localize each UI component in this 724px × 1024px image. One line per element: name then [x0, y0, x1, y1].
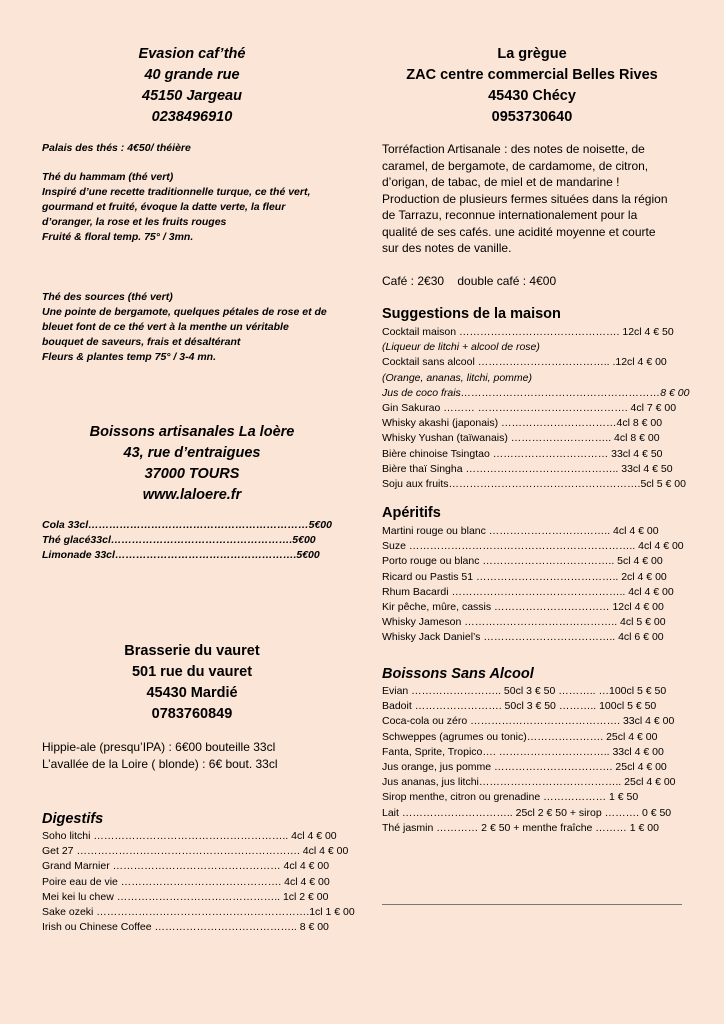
loere-city: 37000 TOURS [144, 466, 240, 482]
list-item-note: (Liqueur de litchi + alcool de rose) [382, 341, 540, 354]
evasion-city: 45150 Jargeau [142, 88, 242, 104]
palais-price: Palais des thés : 4€50/ théière [42, 142, 191, 154]
list-item: Soju aux fruits……………………………………………….5cl 5 € 00 [382, 478, 686, 491]
list-item: Thé jasmin ………… 2 € 50 + menthe fraîche ……… 1 € 00 [382, 821, 659, 834]
list-item: Soho litchi ……………………………………………….. 4cl 4 € 00 [42, 830, 337, 842]
tea-hammam-desc: gourmand et fruité, évoque la datte verte, la fleur [42, 201, 286, 213]
sans-alcool-list [382, 684, 676, 836]
list-item: Jus de coco frais…………………………………………………8 € 00 [382, 386, 690, 399]
description-line: Production de plusieurs fermes situées dans la région [382, 191, 668, 206]
list-item: Coca-cola ou zéro ……………………………………. 33cl 4 € 00 [382, 715, 675, 728]
list-item: Irish ou Chinese Coffee ………………………………….. 8 € 00 [42, 921, 329, 934]
list-item: Badoit ……………………. 50cl 3 € 50 ……….. 100cl 5 € 50 [382, 700, 657, 713]
list-item: Evian …………………….. 50cl 3 € 50 ……….. …100cl 5 € 50 [382, 685, 667, 697]
tea-sources-title: Thé des sources (thé vert) [42, 291, 173, 303]
tea-sources [42, 290, 342, 365]
tea-hammam-title: Thé du hammam (thé vert) [42, 171, 174, 183]
tea-sources-desc: bouquet de saveurs, frais et désaltérant [42, 336, 241, 348]
list-item: Mei kei lu chew ……………………………………….. 1cl 2 € 00 [42, 890, 329, 903]
description-line: de Tarrazu, reconnue internationalement pour la [382, 208, 638, 222]
loere-website: www.laloere.fr [142, 487, 242, 503]
list-item: Cocktail maison ………………………………………. 12cl 4 € 50 [382, 326, 674, 338]
vauret-name: Brasserie du vauret [124, 643, 260, 659]
list-item: Jus ananas, jus litchi………………………………….. 25cl 4 € 00 [382, 776, 676, 789]
list-item: Kir pêche, mûre, cassis …………………………… 12cl 4 € 00 [382, 601, 664, 614]
list-item: Poire eau de vie ………………………………………. 4cl 4 € 00 [42, 875, 330, 888]
loere-header [42, 422, 342, 506]
digestifs-list [42, 829, 355, 935]
list-item: Cola 33cl………………………………………………………5€00 [42, 519, 332, 531]
gregue-header [382, 44, 682, 128]
evasion-header [42, 44, 342, 128]
list-item: Lait ………………………….. 25cl 2 € 50 + sirop ………. 0 € 50 [382, 806, 672, 819]
tea-sources-desc: Une pointe de bergamote, quelques pétales de rose et de [42, 306, 327, 318]
loere-name: Boissons artisanales La loère [89, 424, 295, 440]
list-item: Bière thaï Singha …………………………………….. 33cl 4 € 50 [382, 462, 673, 475]
list-item: Sake ozeki …………………………………………………….1cl 1 € 00 [42, 906, 355, 919]
aperitifs-title: Apéritifs [382, 505, 441, 521]
gregue-phone: 0953730640 [491, 109, 573, 125]
description-line: qualité de ses cafés. une acidité moyenne et courte [382, 224, 656, 239]
description-line: d’origan, de tabac, de miel et de mandarine ! [382, 175, 620, 189]
list-item: Whisky Jack Daniel’s ……………………………….. 4cl 6 € 00 [382, 631, 664, 644]
loere-list [42, 518, 332, 564]
gregue-city: 45430 Chécy [488, 88, 576, 104]
list-item: Schweppes (agrumes ou tonic)…………………. 25cl 4 € 00 [382, 730, 658, 743]
coffee-prices: Café : 2€30 double café : 4€00 [382, 274, 557, 288]
list-item: Whisky Yushan (taïwanais) ……………………….. 4cl 8 € 00 [382, 432, 660, 445]
evasion-phone: 0238496910 [151, 109, 233, 125]
vauret-header [42, 641, 342, 725]
list-item: Martini rouge ou blanc …………………………….. 4cl 4 € 00 [382, 525, 659, 537]
tea-hammam-desc: Inspiré d’une recette traditionnelle turque, ce thé vert, [42, 186, 311, 198]
list-item: Gin Sakurao ……… ……………………………………. 4cl 7 € 00 [382, 402, 677, 415]
description-line: Torréfaction Artisanale : des notes de noisette, de [382, 142, 645, 156]
suggestions-title: Suggestions de la maison [382, 306, 561, 322]
tea-sources-desc: bleuet font de ce thé vert à la menthe un véritable [42, 321, 289, 333]
evasion-address: 40 grande rue [144, 67, 240, 83]
gregue-address: ZAC centre commercial Belles Rives [406, 67, 658, 83]
description-line: caramel, de bergamote, de cardamome, de citron, [382, 158, 649, 173]
list-item: Whisky Jameson …………………………………….. 4cl 5 € 00 [382, 616, 666, 629]
list-item: Hippie-ale (presqu’IPA) : 6€00 bouteille 33cl [42, 740, 276, 754]
list-item: Rhum Bacardi ………………………………………….. 4cl 4 € 00 [382, 585, 674, 598]
list-item: Ricard ou Pastis 51 ………………………………….. 2cl 4 € 00 [382, 570, 667, 583]
vauret-beers [42, 739, 342, 772]
divider-line [382, 904, 682, 905]
vauret-address: 501 rue du vauret [131, 664, 253, 680]
tea-hammam-desc: d’oranger, la rose et les fruits rouges [42, 216, 227, 228]
list-item: Suze ……………………………………………………….. 4cl 4 € 00 [382, 540, 684, 553]
tea-sources-temp: Fleurs & plantes temp 75° / 3-4 mn. [42, 351, 216, 363]
list-item: Thé glacé33cl…………………………………………….5€00 [42, 534, 316, 547]
tea-hammam [42, 170, 342, 245]
list-item: Bière chinoise Tsingtao …………………………… 33cl 4 € 50 [382, 447, 663, 460]
list-item: Get 27 ………………………………………………………. 4cl 4 € 00 [42, 845, 349, 858]
list-item: Porto rouge ou blanc ……………………………….. 5cl 4 € 00 [382, 555, 663, 568]
evasion-name: Evasion caf’thé [138, 46, 246, 62]
gregue-name: La grègue [497, 46, 567, 62]
list-item: Grand Marnier ………………………………………… 4cl 4 € 00 [42, 860, 330, 873]
digestifs-title: Digestifs [42, 811, 104, 827]
sans-alcool-title: Boissons Sans Alcool [382, 666, 534, 682]
list-item: Whisky akashi (japonais) ……………………………4cl 8 € 00 [382, 417, 663, 430]
description-line: sur des notes de vanille. [382, 241, 512, 255]
list-item-note: (Orange, ananas, litchi, pomme) [382, 371, 532, 384]
suggestions-list [382, 325, 690, 492]
vauret-phone: 0783760849 [151, 706, 233, 722]
list-item: Limonade 33cl…………………………………………….5€00 [42, 549, 320, 562]
aperitifs-list [382, 524, 684, 646]
list-item: Sirop menthe, citron ou grenadine ……………… 1 € 50 [382, 791, 639, 804]
tea-hammam-temp: Fruité & floral temp. 75° / 3mn. [42, 231, 194, 243]
list-item: Cocktail sans alcool ……………………………….. .12cl 4 € 00 [382, 356, 667, 369]
vauret-city: 45430 Mardié [146, 685, 238, 701]
gregue-description [382, 141, 682, 257]
list-item: Fanta, Sprite, Tropico…. ………………………….. 33cl 4 € 00 [382, 745, 664, 758]
list-item: L’avallée de la Loire ( blonde) : 6€ bout. 33cl [42, 756, 278, 771]
loere-address: 43, rue d’entraigues [123, 445, 261, 461]
list-item: Jus orange, jus pomme ……………………………. 25cl 4 € 00 [382, 761, 667, 774]
